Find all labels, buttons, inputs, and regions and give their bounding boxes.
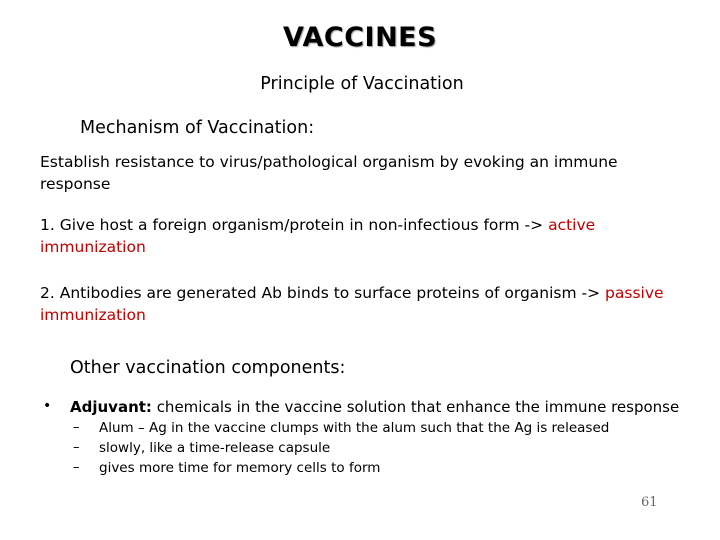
dash-icon: – bbox=[73, 420, 80, 435]
adjuvant-subpoint: slowly, like a time-release capsule bbox=[99, 440, 331, 456]
mechanism-heading: Mechanism of Vaccination: bbox=[80, 118, 315, 138]
slide-subtitle: Principle of Vaccination bbox=[260, 74, 464, 94]
adjuvant-subpoint: Alum – Ag in the vaccine clumps with the alum such that the Ag is released bbox=[99, 420, 610, 436]
adjuvant-subpoint: gives more time for memory cells to form bbox=[99, 460, 381, 476]
adjuvant-definition: chemicals in the vaccine solution that enhance the immune response bbox=[151, 398, 680, 416]
point-1-highlight: active immunization bbox=[40, 216, 596, 256]
page-number: 61 bbox=[641, 495, 658, 510]
slide-title: VACCINES bbox=[282, 22, 438, 53]
point-1-paragraph bbox=[40, 214, 690, 258]
establish-paragraph: Establish resistance to virus/pathological organism by evoking an immune response bbox=[40, 153, 618, 193]
dash-icon: – bbox=[73, 440, 80, 455]
adjuvant-term: Adjuvant: bbox=[70, 398, 152, 416]
adjuvant-line bbox=[70, 398, 679, 416]
point-2-highlight: passive immunization bbox=[40, 284, 664, 324]
point-1-text: 1. Give host a foreign organism/protein in non-infectious form -> bbox=[40, 216, 549, 234]
bullet-icon: • bbox=[43, 398, 52, 414]
other-components-heading: Other vaccination components: bbox=[70, 358, 346, 378]
point-2-text: 2. Antibodies are generated Ab binds to surface proteins of organism -> bbox=[40, 284, 606, 302]
dash-icon: – bbox=[73, 460, 80, 475]
point-2-paragraph bbox=[40, 282, 690, 326]
